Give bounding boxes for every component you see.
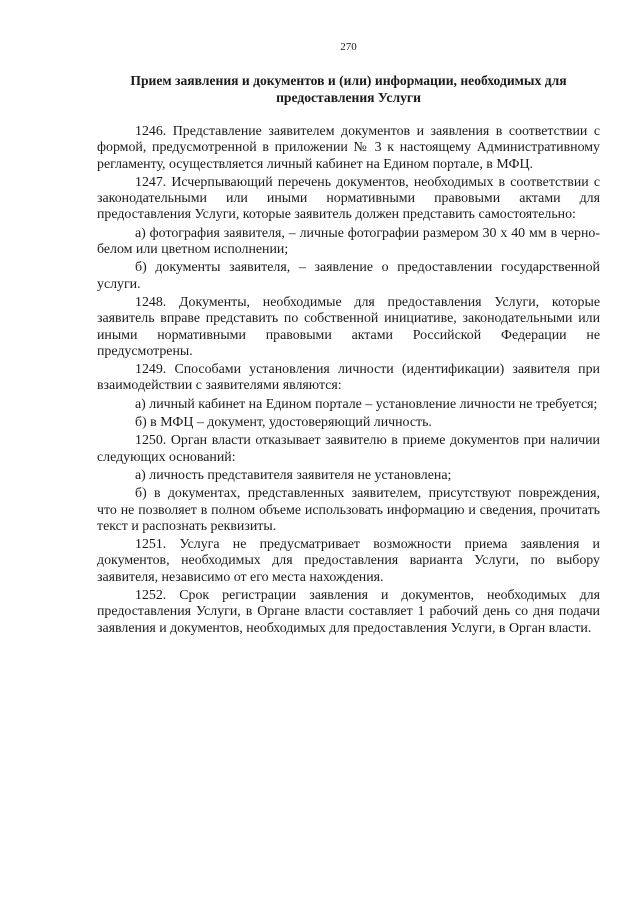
- page-number: 270: [340, 41, 357, 53]
- section-heading: Прием заявления и документов и (или) информации, необходимых для предоставления Услуги: [130, 73, 567, 105]
- paragraph-1252: 1252. Срок регистрации заявления и документов, необходимых для предоставления Услуги, в Органе власти составляет 1 рабочий день со дня подачи заявления и документов, необходимых для предоставления Услуги, в Орган власти.: [97, 588, 600, 636]
- paragraph-1249-item-b: б) в МФЦ – документ, удостоверяющий личность.: [135, 415, 432, 431]
- document-page: [97, 40, 600, 639]
- paragraph-1250-item-a: а) личность представителя заявителя не установлена;: [135, 467, 452, 483]
- paragraph-1250-item-b: б) в документах, представленных заявителем, присутствуют повреждения, что не позволяет в полном объеме использовать информацию и сведения, прочитать текст и распознать реквизиты.: [97, 486, 600, 534]
- paragraph-1248: 1248. Документы, необходимые для предоставления Услуги, которые заявитель вправе представить по собственной инициативе, законодательными или иными нормативными правовыми актами Российской Федерации не предусмотрены.: [97, 294, 600, 359]
- paragraph-1249-item-a: а) личный кабинет на Едином портале – установление личности не требуется;: [135, 396, 598, 412]
- paragraph-1249: 1249. Способами установления личности (идентификации) заявителя при взаимодействии с заявителями являются:: [97, 362, 600, 394]
- paragraph-1247-item-b: б) документы заявителя, – заявление о предоставлении государственной услуги.: [97, 260, 600, 292]
- paragraph-1251: 1251. Услуга не предусматривает возможности приема заявления и документов, необходимых для предоставления варианта Услуги, по выбору заявителя, независимо от его места нахождения.: [97, 537, 600, 585]
- paragraph-1247: 1247. Исчерпывающий перечень документов, необходимых в соответствии с законодательными или иными нормативными правовыми актами для предоставления Услуги, которые заявитель должен представить самостоятельно:: [97, 174, 600, 223]
- paragraph-1247-item-a: а) фотография заявителя, – личные фотографии размером 30 х 40 мм в черно-белом или цветном исполнении;: [97, 225, 600, 258]
- paragraph-1250: 1250. Орган власти отказывает заявителю в приеме документов при наличии следующих оснований:: [97, 433, 600, 465]
- paragraph-1246: 1246. Представление заявителем документов и заявления в соответствии с формой, предусмотренной в приложении № 3 к настоящему Административному регламенту, осуществляется личный кабинет на Едином портале, в МФЦ.: [97, 124, 600, 172]
